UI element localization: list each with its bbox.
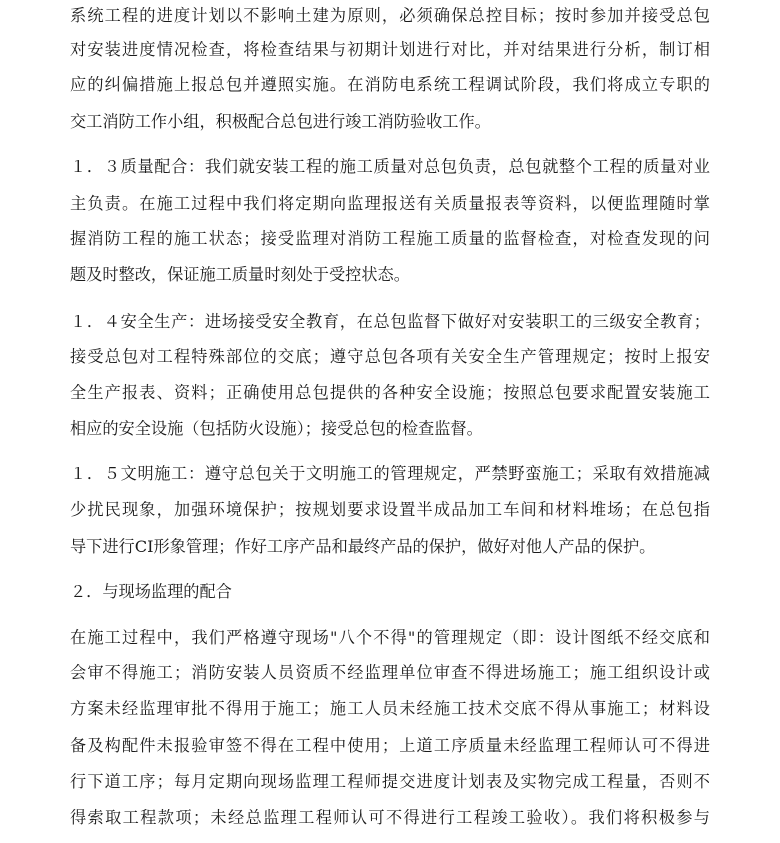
text-line: 系统工程的进度计划以不影响土建为原则，必须确保总控目标；按时参加并接受总包 [70,6,710,25]
text-line: ２．与现场监理的配合 [70,582,232,601]
text-line: 会审不得施工；消防安装人员资质不经监理单位审查不得进场施工；施工组织设计或 [70,663,710,682]
text-line: 在施工过程中，我们严格遵守现场"八个不得"的管理规定（即：设计图纸不经交底和 [70,628,710,647]
text-line: 行下道工序；每月定期向现场监理工程师提交进度计划表及实物完成工程量，否则不 [70,772,710,791]
text-line: 备及构配件未报验审签不得在工程中使用；上道工序质量未经监理工程师认可不得进 [70,736,710,755]
text-line: １．３质量配合：我们就安装工程的施工质量对总包负责，总包就整个工程的质量对业 [70,157,710,176]
text-line: 相应的安全设施（包括防火设施）；接受总包的检查监督。 [70,419,483,438]
text-line: 主负责。在施工过程中我们将定期向监理报送有关质量报表等资料，以便监理随时掌 [70,194,710,213]
text-line: １．４安全生产：进场接受安全教育，在总包监督下做好对安装职工的三级安全教育； [70,312,710,331]
text-line: 全生产报表、资料；正确使用总包提供的各种安全设施；按照总包要求配置安装施工 [70,383,710,402]
text-line: 握消防工程的施工状态；接受监理对消防工程施工质量的监督检查，对检查发现的问 [70,229,710,248]
text-line: 接受总包对工程特殊部位的交底；遵守总包各项有关安全生产管理规定；按时上报安 [70,347,710,366]
text-line: 得索取工程款项；未经总监理工程师认可不得进行工程竣工验收）。我们将积极参与 [70,808,710,827]
text-line: 题及时整改，保证施工质量时刻处于受控状态。 [70,265,410,284]
text-line: １．５文明施工：遵守总包关于文明施工的管理规定，严禁野蛮施工；采取有效措施减 [70,464,710,483]
text-line: 交工消防工作小组，积极配合总包进行竣工消防验收工作。 [70,112,491,131]
text-line: 导下进行CI形象管理；作好工序产品和最终产品的保护，做好对他人产品的保护。 [70,537,656,556]
text-line: 应的纠偏措施上报总包并遵照实施。在消防电系统工程调试阶段，我们将成立专职的 [70,75,710,94]
text-line: 对安装进度情况检查，将检查结果与初期计划进行对比，并对结果进行分析，制订相 [70,40,710,59]
text-line: 少扰民现象，加强环境保护；按规划要求设置半成品加工车间和材料堆场；在总包指 [70,500,710,519]
text-line: 方案未经监理审批不得用于施工；施工人员未经施工技术交底不得从事施工；材料设 [70,699,710,718]
